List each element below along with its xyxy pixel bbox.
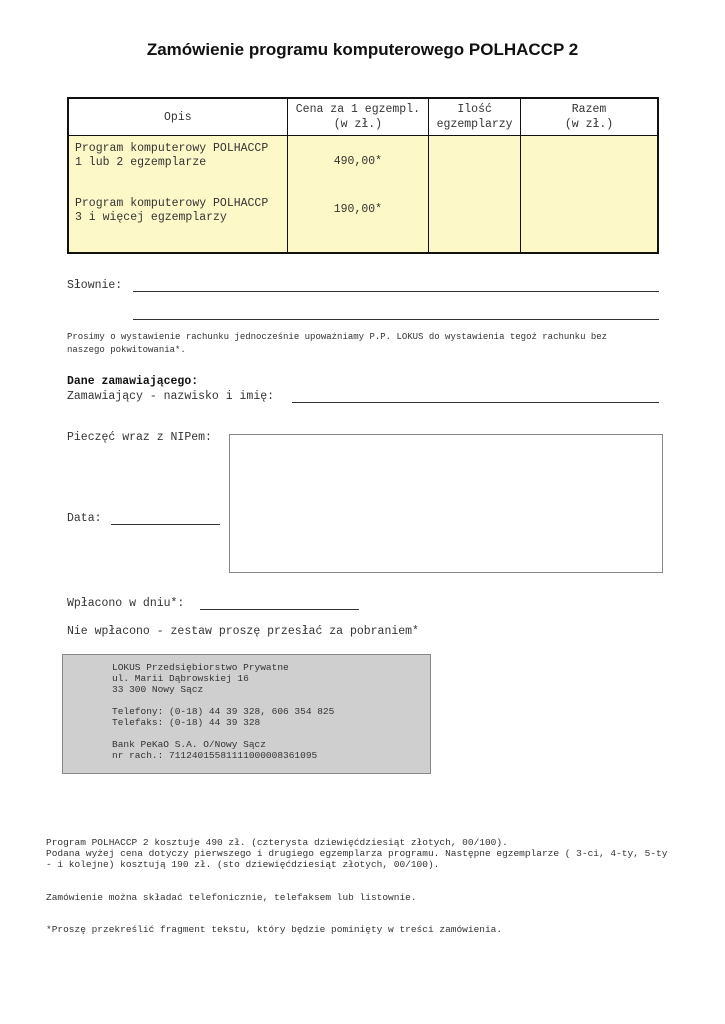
header-opis: Opis	[68, 98, 287, 136]
wplacono-line[interactable]	[200, 609, 359, 610]
order-table	[67, 97, 659, 254]
invoice-note: Prosimy o wystawienie rachunku jednocześnie upoważniamy P.P. LOKUS do wystawienia tegoż rachunku bez naszego pokwitowania*.	[67, 332, 608, 355]
table-row	[68, 136, 658, 254]
data-line[interactable]	[111, 524, 220, 525]
asterisk-note: *Proszę przekreślić fragment tekstu, który będzie pominięty w treści zamówienia.	[46, 924, 503, 935]
dane-heading: Dane zamawiającego:	[67, 375, 199, 388]
zamawiajacy-line[interactable]	[292, 402, 659, 403]
wplacono-label: Wpłacono w dniu*:	[67, 597, 185, 610]
header-razem: Razem (w zł.)	[521, 98, 658, 136]
razem-input-cell[interactable]	[521, 136, 658, 254]
company-account: nr rach.: 71124015581111000008361095	[112, 750, 318, 761]
cena-cell	[287, 136, 429, 254]
opis-cell	[68, 136, 287, 254]
ilosc-input-cell[interactable]	[429, 136, 521, 254]
contact-note: Zamówienie można składać telefonicznie, telefaksem lub listownie.	[46, 892, 417, 903]
data-label: Data:	[67, 512, 102, 525]
header-ilosc: Ilość egzemplarzy	[429, 98, 521, 136]
company-fax: Telefaks: (0-18) 44 39 328	[112, 717, 261, 728]
header-cena: Cena za 1 egzempl. (w zł.)	[287, 98, 429, 136]
table-header-row	[68, 98, 658, 136]
row-1-cena: 490,00*	[333, 155, 383, 168]
row-2-cena: 190,00*	[333, 203, 383, 216]
slownie-line-1[interactable]	[133, 291, 659, 292]
company-name: LOKUS Przedsiębiorstwo Prywatne	[112, 662, 289, 673]
slownie-label: Słownie:	[67, 279, 123, 292]
row-2-opis: Program komputerowy POLHACCP 3 i więcej egzemplarzy	[75, 197, 269, 224]
company-bank: Bank PeKaO S.A. O/Nowy Sącz	[112, 739, 266, 750]
niewplacono-text: Nie wpłacono - zestaw proszę przesłać za pobraniem*	[67, 625, 419, 638]
company-city: 33 300 Nowy Sącz	[112, 684, 204, 695]
pieczec-label: Pieczęć wraz z NIPem:	[67, 431, 212, 444]
company-phones: Telefony: (0-18) 44 39 328, 606 354 825	[112, 706, 335, 717]
stamp-box[interactable]	[229, 434, 663, 573]
lokus-address-box	[62, 654, 431, 774]
slownie-line-2[interactable]	[133, 319, 659, 320]
price-footer: Program POLHACCP 2 kosztuje 490 zł. (czterysta dziewięćdziesiąt złotych, 00/100). Podana wyżej cena dotyczy pierwszego i drugiego egzemplarza programu. Następne egzemplarze ( 3-ci, 4-ty, 5-ty - i kolejne) kosztują 190 zł. (sto dziewięćdziesiąt złotych, 00/100).	[46, 837, 668, 870]
row-1-opis: Program komputerowy POLHACCP 1 lub 2 egzemplarze	[75, 142, 269, 169]
page-title: Zamówienie programu komputerowego POLHACCP 2	[146, 40, 579, 59]
zamawiajacy-label: Zamawiający - nazwisko i imię:	[67, 390, 275, 403]
company-street: ul. Marii Dąbrowskiej 16	[112, 673, 249, 684]
